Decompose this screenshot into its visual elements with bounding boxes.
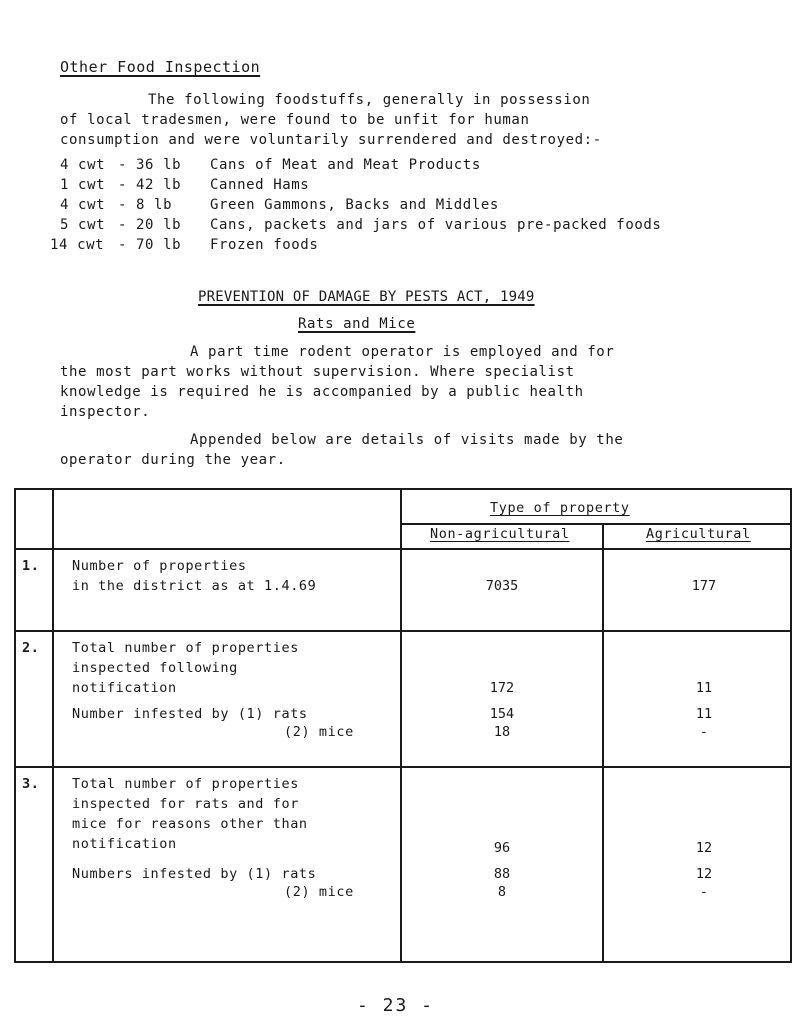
infested-rats-label: Numbers infested by (1) rats	[72, 866, 317, 882]
value-ag: 12	[695, 840, 713, 856]
para1-line-2: the most part works without supervision. Where specialist	[60, 364, 575, 380]
row-label-line: in the district as at 1.4.69	[72, 578, 317, 594]
value-mice-ag: -	[699, 724, 709, 740]
act-heading: PREVENTION OF DAMAGE BY PESTS ACT, 1949	[198, 289, 535, 305]
intro-line-1: The following foodstuffs, generally in possession	[148, 92, 591, 108]
value-rats-nonag: 154	[489, 706, 515, 722]
item-lb: 20 lb	[136, 217, 182, 233]
value-nonag: 172	[489, 680, 515, 696]
row-divider	[16, 766, 790, 768]
infested-rats-label: Number infested by (1) rats	[72, 706, 308, 722]
row-label-line: mice for reasons other than	[72, 816, 308, 832]
row-label-line: inspected for rats and for	[72, 796, 299, 812]
value-rats-nonag: 88	[493, 866, 511, 882]
row-label-line: inspected following	[72, 660, 238, 676]
row-number: 2.	[22, 640, 40, 656]
para2-line-second: operator during the year.	[60, 452, 286, 468]
para2-line-first: Appended below are details of visits made by the	[190, 432, 624, 448]
col-header-ag: Agricultural	[646, 526, 751, 542]
sub-heading: Rats and Mice	[298, 316, 416, 332]
value-mice-nonag: 18	[493, 724, 511, 740]
row-label-line: notification	[72, 680, 177, 696]
item-qty: 1 cwt	[60, 177, 106, 193]
row-label-line: Total number of properties	[72, 776, 299, 792]
item-dash: -	[118, 237, 128, 253]
item-desc: Green Gammons, Backs and Middles	[210, 197, 499, 213]
row-label-line: notification	[72, 836, 177, 852]
item-lb: 70 lb	[136, 237, 182, 253]
item-qty: 4 cwt	[60, 157, 106, 173]
item-qty: 5 cwt	[60, 217, 106, 233]
item-desc: Cans of Meat and Meat Products	[210, 157, 481, 173]
rodent-table	[14, 488, 792, 963]
para1-line-1: A part time rodent operator is employed and for	[190, 344, 615, 360]
col-header-nonag: Non-agricultural	[430, 526, 570, 542]
item-dash: -	[118, 217, 128, 233]
infested-mice-label: (2) mice	[284, 724, 354, 740]
page-heading: Other Food Inspection	[60, 58, 261, 76]
para1-line-3: knowledge is required he is accompanied by a public health	[60, 384, 584, 400]
col-divider	[400, 490, 402, 961]
value-ag: 177	[691, 578, 717, 594]
row-divider	[400, 523, 790, 525]
col-divider	[602, 523, 604, 961]
item-dash: -	[118, 197, 128, 213]
value-rats-ag: 11	[695, 706, 713, 722]
intro-line-2: of local tradesmen, were found to be unfit for human	[60, 112, 530, 128]
item-lb: 8 lb	[136, 197, 173, 213]
row-divider	[16, 630, 790, 632]
item-desc: Frozen foods	[210, 237, 319, 253]
item-desc: Canned Hams	[210, 177, 310, 193]
para1-line-4: inspector.	[60, 404, 151, 420]
item-qty: 4 cwt	[60, 197, 106, 213]
item-qty: 14 cwt	[50, 237, 105, 253]
value-nonag: 96	[493, 840, 511, 856]
value-mice-ag: -	[699, 884, 709, 900]
row-divider	[16, 548, 790, 550]
intro-line-3: consumption and were voluntarily surrendered and destroyed:-	[60, 132, 602, 148]
value-mice-nonag: 8	[497, 884, 507, 900]
value-nonag: 7035	[485, 578, 519, 594]
type-of-property-header: Type of property	[490, 500, 630, 516]
row-number: 1.	[22, 558, 40, 574]
row-label-line: Total number of properties	[72, 640, 299, 656]
value-rats-ag: 12	[695, 866, 713, 882]
infested-mice-label: (2) mice	[284, 884, 354, 900]
row-label-line: Number of properties	[72, 558, 247, 574]
row-number: 3.	[22, 776, 40, 792]
value-ag: 11	[695, 680, 713, 696]
item-lb: 42 lb	[136, 177, 182, 193]
item-lb: 36 lb	[136, 157, 182, 173]
item-dash: -	[118, 157, 128, 173]
page-number: - 23 -	[357, 995, 435, 1016]
item-desc: Cans, packets and jars of various pre-packed foods	[210, 217, 662, 233]
col-divider	[52, 490, 54, 961]
item-dash: -	[118, 177, 128, 193]
